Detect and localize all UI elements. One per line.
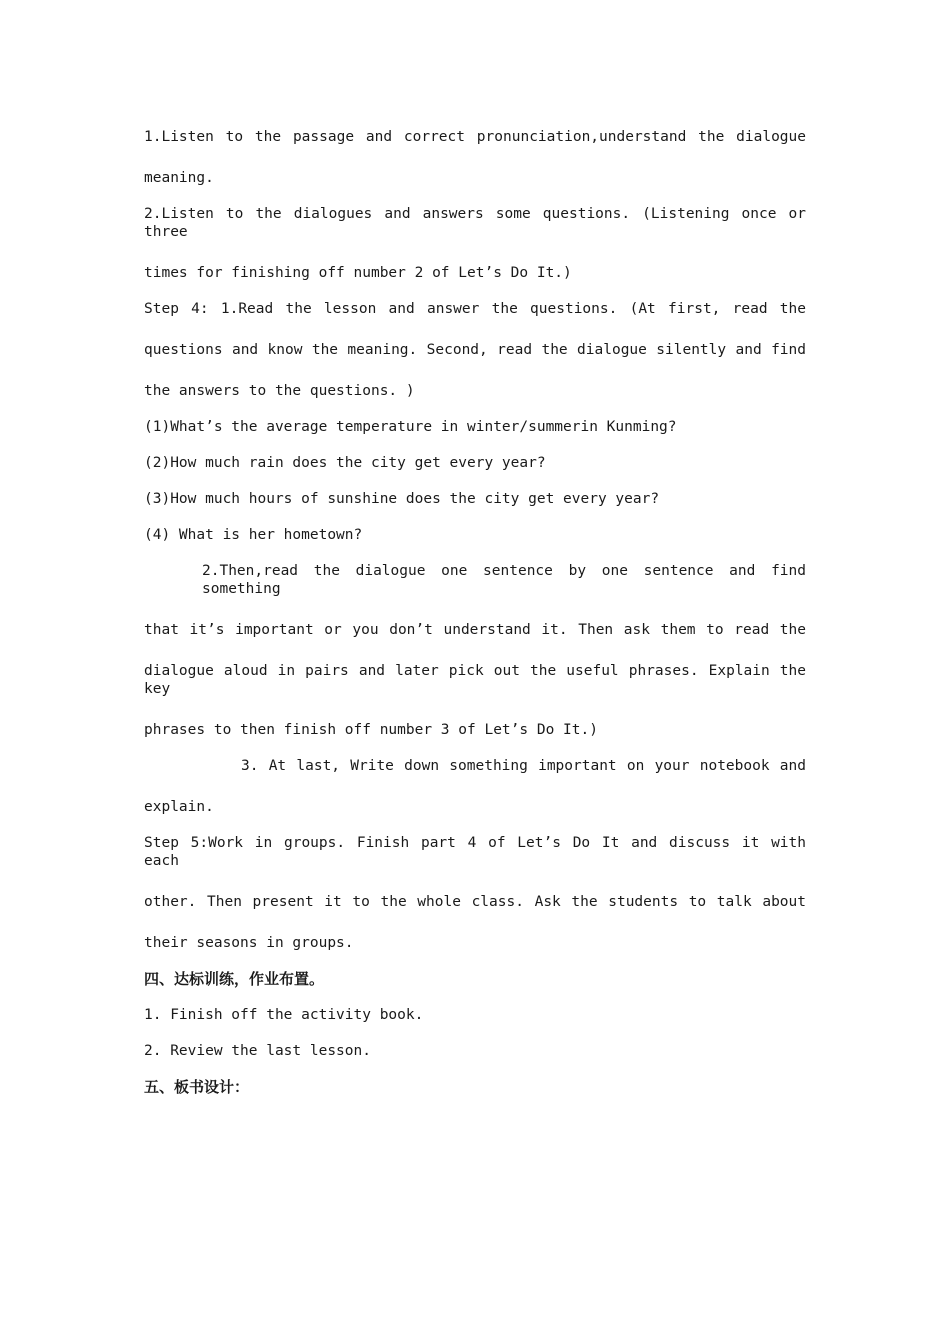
section-heading: 四、达标训练，作业布置。 <box>144 970 325 988</box>
text-line: 1.Listen to the passage and correct pronunciation,understand the dialogue <box>144 129 806 145</box>
text-line: other. Then present it to the whole class. Ask the students to talk about <box>144 894 806 910</box>
text-line: dialogue aloud in pairs and later pick out the useful phrases. Explain the key <box>144 663 806 697</box>
list-item: (3)How much hours of sunshine does the city get every year? <box>144 491 660 507</box>
text-line: Step 5:Work in groups. Finish part 4 of Let’s Do It and discuss it with each <box>144 835 806 869</box>
text-line: 2.Then,read the dialogue one sentence by one sentence and find something <box>202 563 806 597</box>
section-heading: 五、板书设计： <box>144 1078 250 1096</box>
text-line: meaning. <box>144 170 214 186</box>
text-line: phrases to then finish off number 3 of Let’s Do It.) <box>144 722 598 738</box>
list-item: (4) What is her hometown? <box>144 527 363 543</box>
text-line: 2.Listen to the dialogues and answers some questions. (Listening once or three <box>144 206 806 240</box>
text-line: questions and know the meaning. Second, read the dialogue silently and find <box>144 342 806 358</box>
text-line: Step 4: 1.Read the lesson and answer the questions. (At first, read the <box>144 301 806 317</box>
text-line: their seasons in groups. <box>144 935 354 951</box>
text-line: the answers to the questions. ) <box>144 383 415 399</box>
text-line: that it’s important or you don’t understand it. Then ask them to read the <box>144 622 806 638</box>
list-item: 1. Finish off the activity book. <box>144 1007 424 1023</box>
text-line: times for finishing off number 2 of Let’s Do It.) <box>144 265 572 281</box>
list-item: 2. Review the last lesson. <box>144 1043 371 1059</box>
text-line: explain. <box>144 799 214 815</box>
document-page <box>144 118 806 1096</box>
list-item: (2)How much rain does the city get every year? <box>144 455 546 471</box>
list-item: (1)What’s the average temperature in winter/summerin Kunming? <box>144 419 677 435</box>
text-line: 3. At last, Write down something important on your notebook and <box>241 758 806 774</box>
